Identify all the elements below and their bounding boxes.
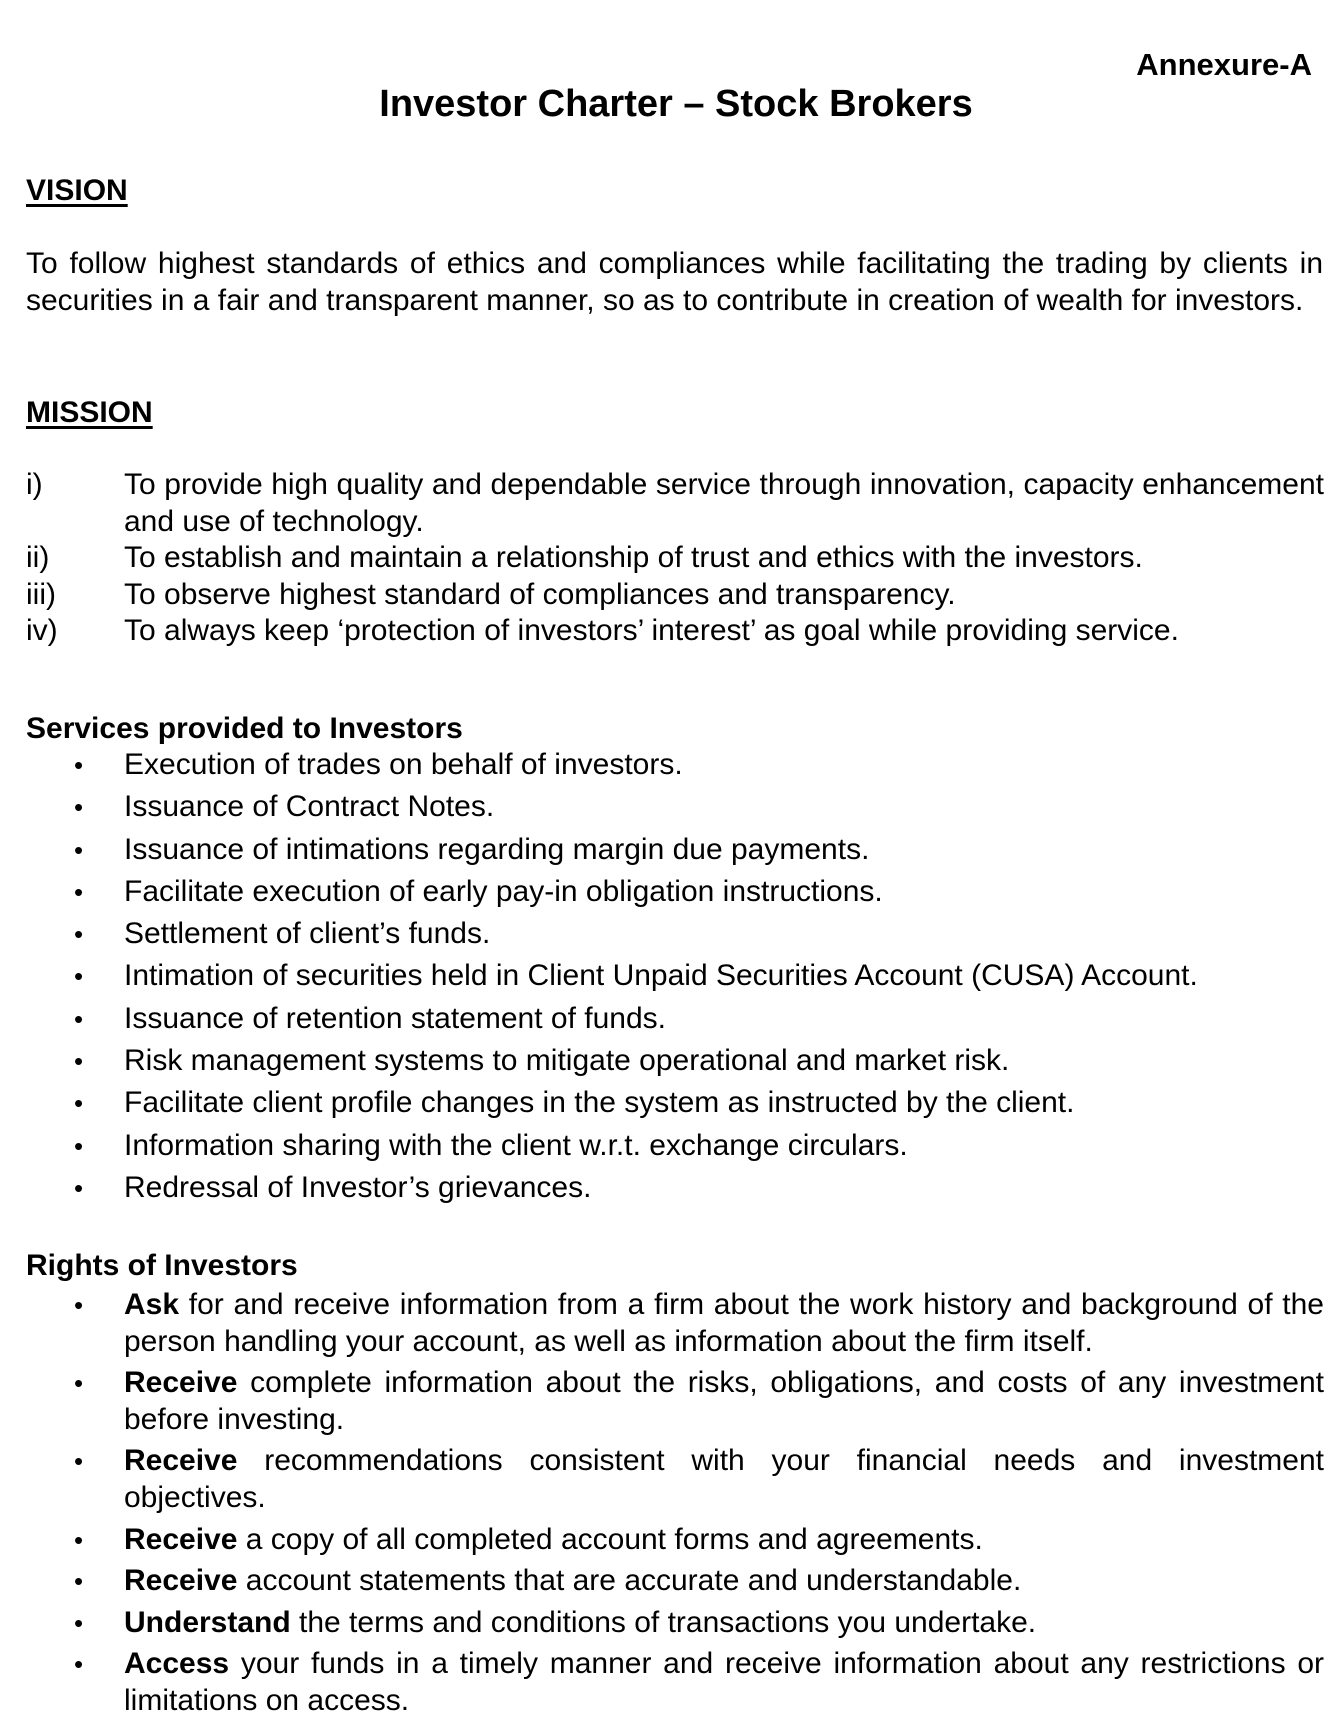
mission-item-text: To observe highest standard of compliances and transparency. (124, 577, 956, 611)
right-item-lead: Receive (124, 1444, 238, 1478)
bullet-icon: • (74, 1003, 84, 1034)
rights-heading: Rights of Investors (26, 1249, 298, 1282)
service-item (26, 1170, 1324, 1207)
service-item-text: Settlement of client’s funds. (124, 917, 491, 951)
bullet-icon: • (74, 834, 84, 865)
service-item-text: Issuance of retention statement of funds. (124, 1001, 666, 1035)
right-item (26, 1646, 1324, 1719)
mission-item-marker: iv) (26, 614, 58, 648)
bullet-icon: • (74, 961, 84, 992)
bullet-icon: • (74, 750, 84, 780)
mission-item-marker: ii) (26, 541, 50, 575)
right-item-text: complete information about the risks, obligations, and costs of any investment before investing. (124, 1366, 1324, 1436)
mission-item (26, 467, 1324, 540)
service-item-text: Issuance of intimations regarding margin due payments. (124, 832, 870, 866)
service-item (26, 832, 1324, 869)
right-item-text: for and receive information from a firm about the work history and background of the person handling your account, as well as information about the firm itself. (124, 1288, 1324, 1358)
right-item-text: a copy of all completed account forms and agreements. (237, 1522, 983, 1556)
bullet-icon: • (74, 1446, 84, 1477)
vision-text: To follow highest standards of ethics and compliances while facilitating the trading by clients in securities in a fair and transparent manner, so as to contribute in creation of wealth for investors. (26, 247, 1323, 317)
bullet-icon: • (74, 1607, 84, 1638)
right-item (26, 1287, 1324, 1360)
service-item (26, 1001, 1324, 1038)
right-item (26, 1522, 1324, 1559)
mission-item-marker: i) (26, 468, 43, 501)
right-item-lead: Understand (124, 1605, 291, 1639)
bullet-icon: • (74, 1130, 84, 1161)
right-item-lead: Receive (124, 1522, 238, 1556)
bullet-icon: • (74, 1524, 84, 1555)
bullet-icon: • (74, 1368, 84, 1399)
right-item (26, 1365, 1324, 1438)
bullet-icon: • (74, 1045, 84, 1076)
mission-item-text: To always keep ‘protection of investors’ interest’ as goal while providing service. (124, 614, 1179, 648)
service-item (26, 958, 1324, 995)
bullet-icon: • (74, 1088, 84, 1119)
document-title: Investor Charter – Stock Brokers (379, 83, 973, 125)
bullet-icon: • (74, 1649, 84, 1680)
mission-list (26, 467, 1324, 650)
service-item (26, 1128, 1324, 1165)
service-item (26, 747, 1324, 784)
right-item-lead: Access (124, 1647, 230, 1681)
vision-heading: VISION (26, 174, 128, 207)
right-item (26, 1605, 1324, 1642)
rights-list (26, 1287, 1324, 1725)
service-item (26, 916, 1324, 953)
bullet-icon: • (74, 792, 84, 823)
right-item (26, 1443, 1324, 1516)
service-item-text: Facilitate client profile changes in the system as instructed by the client. (124, 1086, 1075, 1120)
service-item (26, 1085, 1324, 1122)
services-heading: Services provided to Investors (26, 712, 463, 745)
service-item (26, 874, 1324, 911)
mission-item (26, 613, 1324, 650)
right-item-text: the terms and conditions of transactions you undertake. (290, 1605, 1037, 1639)
service-item-text: Risk management systems to mitigate operational and market risk. (124, 1043, 1010, 1077)
mission-item (26, 540, 1324, 577)
services-list (26, 747, 1324, 1212)
right-item-lead: Receive (124, 1564, 238, 1598)
mission-item-marker: iii) (26, 577, 56, 611)
service-item-text: Redressal of Investor’s grievances. (124, 1170, 592, 1204)
service-item-text: Facilitate execution of early pay-in obligation instructions. (124, 874, 883, 908)
right-item-lead: Ask (124, 1288, 180, 1321)
service-item (26, 1043, 1324, 1080)
service-item-text: Intimation of securities held in Client Unpaid Securities Account (CUSA) Account. (124, 959, 1198, 993)
service-item (26, 789, 1324, 826)
mission-item (26, 577, 1324, 614)
right-item-text: your funds in a timely manner and receive information about any restrictions or limitations on access. (124, 1647, 1324, 1717)
bullet-icon: • (74, 1290, 84, 1320)
service-item-text: Issuance of Contract Notes. (124, 790, 495, 824)
mission-heading: MISSION (26, 396, 153, 429)
mission-item-text: To provide high quality and dependable service through innovation, capacity enhancement and use of technology. (124, 468, 1324, 538)
service-item-text: Execution of trades on behalf of investors. (124, 748, 683, 781)
bullet-icon: • (74, 1566, 84, 1597)
mission-item-text: To establish and maintain a relationship of trust and ethics with the investors. (124, 541, 1143, 575)
bullet-icon: • (74, 919, 84, 950)
right-item (26, 1563, 1324, 1600)
right-item-text: account statements that are accurate and understandable. (237, 1564, 1022, 1598)
annexure-label: Annexure-A (1136, 47, 1312, 82)
bullet-icon: • (74, 1172, 84, 1203)
right-item-lead: Receive (124, 1366, 238, 1400)
service-item-text: Information sharing with the client w.r.t. exchange circulars. (124, 1128, 908, 1162)
right-item-text: recommendations consistent with your financial needs and investment objectives. (124, 1444, 1324, 1514)
bullet-icon: • (74, 876, 84, 907)
